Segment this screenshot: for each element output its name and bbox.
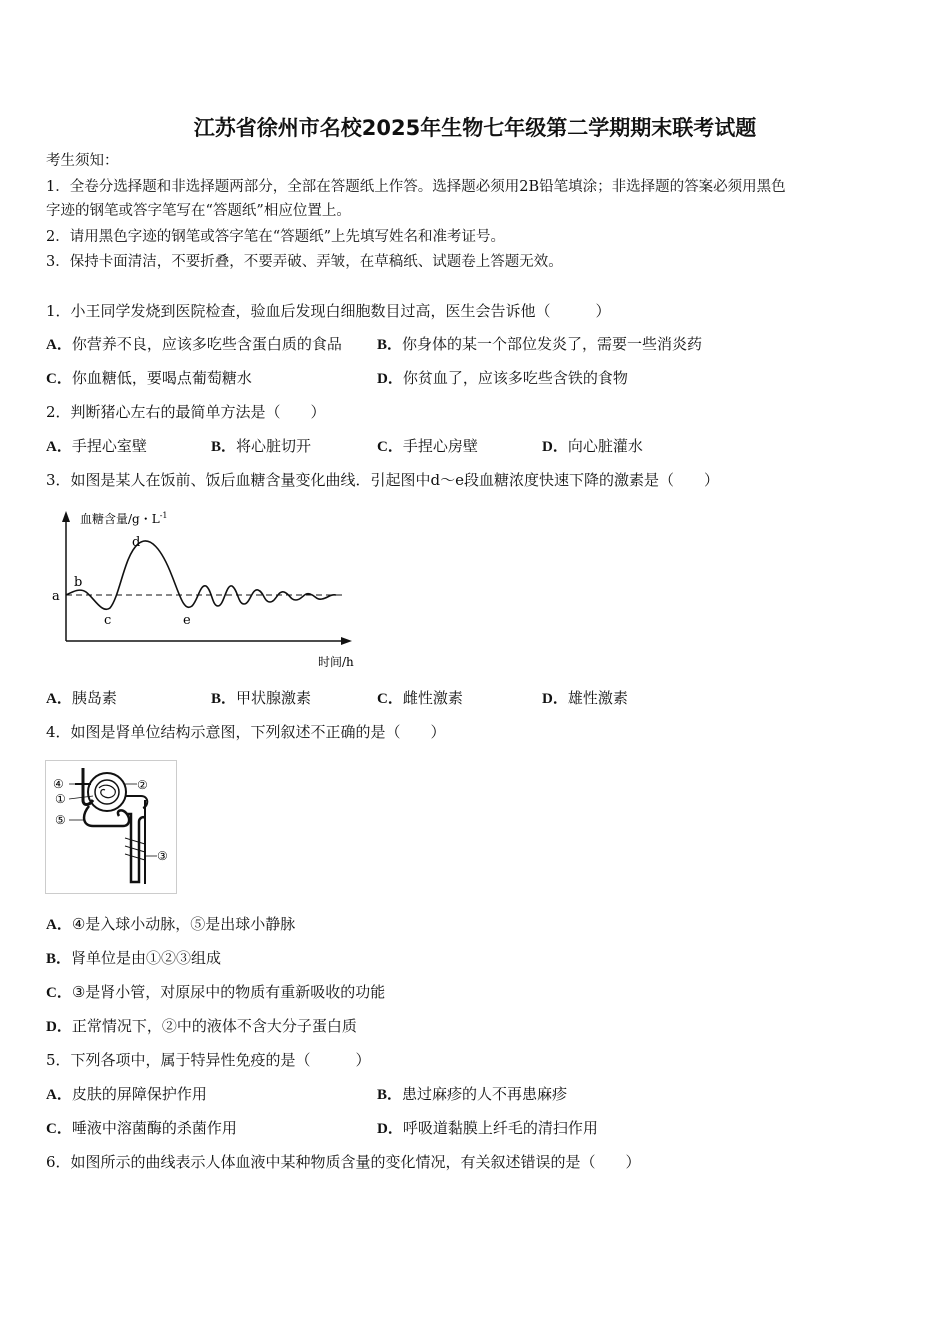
option-text: 你血糖低，要喝点葡萄糖水 (71, 369, 252, 387)
q5-option-c (46, 1117, 237, 1140)
x-axis-label: 时间/h (318, 655, 354, 669)
option-letter: B． (211, 691, 237, 707)
notice-item-2: 2．请用黑色字迹的钢笔或答字笔在“答题纸”上先填写姓名和准考证号。 (46, 229, 506, 245)
q3-option-c (377, 687, 463, 710)
nephron-diagram (45, 760, 177, 894)
notice-item-3: 3．保持卡面清洁，不要折叠，不要弄破、弄皱，在草稿纸、试题卷上答题无效。 (46, 254, 563, 270)
option-text: 甲状腺激素 (236, 689, 312, 707)
option-text: 你身体的某一个部位发炎了，需要一些消炎药 (402, 335, 703, 353)
q2-option-c (377, 435, 478, 458)
option-letter: D． (377, 371, 403, 387)
point-b-label: b (74, 575, 83, 590)
label-2: ② (137, 778, 148, 792)
option-letter: B． (377, 337, 403, 353)
question-2-stem: 2．判断猪心左右的最简单方法是（ ） (46, 403, 326, 421)
option-letter: B． (377, 1087, 403, 1103)
y-axis-arrow (62, 511, 70, 522)
notice-item-1: 1．全卷分选择题和非选择题两部分，全部在答题纸上作答。选择题必须用2B铅笔填涂；非选择题的答案必须用黑色 (46, 179, 786, 195)
question-3-stem: 3．如图是某人在饭前、饭后血糖含量变化曲线．引起图中d～e段血糖浓度快速下降的激素是（ ） (46, 471, 720, 489)
question-5-stem: 5．下列各项中，属于特异性免疫的是（ ） (46, 1051, 371, 1069)
x-axis-arrow (341, 637, 352, 645)
point-e-label: e (183, 613, 191, 628)
option-letter: B． (46, 951, 72, 967)
option-text: 将心脏切开 (236, 437, 312, 455)
option-letter: C． (46, 985, 72, 1001)
q2-option-a (46, 435, 147, 458)
option-text: 肾单位是由①②③组成 (71, 949, 222, 967)
q3-option-d (542, 687, 628, 710)
question-6-stem: 6．如图所示的曲线表示人体血液中某种物质含量的变化情况，有关叙述错误的是（ ） (46, 1153, 641, 1171)
q5-option-d (377, 1117, 598, 1140)
option-letter: A． (46, 917, 72, 933)
option-text: 唾液中溶菌酶的杀菌作用 (71, 1119, 237, 1137)
option-text: 你营养不良，应该多吃些含蛋白质的食品 (71, 335, 342, 353)
question-1-stem: 1．小王同学发烧到医院检查，验血后发现白细胞数目过高，医生会告诉他（ ） (46, 302, 611, 320)
blood-sugar-curve (66, 541, 336, 609)
q1-option-c (46, 367, 252, 390)
q1-option-d (377, 367, 628, 390)
option-letter: C． (377, 691, 403, 707)
option-letter: A． (46, 1087, 72, 1103)
q1-option-b (377, 333, 702, 356)
label-4: ④ (53, 777, 64, 791)
option-letter: C． (377, 439, 403, 455)
option-text: 向心脏灌水 (567, 437, 643, 455)
option-letter: B． (211, 439, 237, 455)
option-letter: C． (46, 371, 72, 387)
q5-option-b (377, 1083, 567, 1106)
point-a-label: a (52, 589, 60, 604)
option-text: 正常情况下，②中的液体不含大分子蛋白质 (71, 1017, 357, 1035)
question-4-stem: 4．如图是肾单位结构示意图，下列叙述不正确的是（ ） (46, 723, 446, 741)
blood-sugar-curve-figure (46, 506, 366, 671)
q2-option-b (211, 435, 311, 458)
q4-option-d (46, 1015, 357, 1038)
option-text: ③是肾小管，对原尿中的物质有重新吸收的功能 (71, 983, 386, 1001)
option-text: 手捏心室壁 (71, 437, 147, 455)
option-text: 呼吸道黏膜上纤毛的清扫作用 (402, 1119, 598, 1137)
option-letter: D． (542, 439, 568, 455)
label-5: ⑤ (55, 813, 66, 827)
label-1: ① (55, 792, 66, 806)
q4-option-c (46, 981, 385, 1004)
option-letter: D． (542, 691, 568, 707)
y-axis-label: 血糖含量/g・$L^{-1}$ (80, 511, 168, 526)
option-text: 雄性激素 (567, 689, 628, 707)
q4-option-b (46, 947, 221, 970)
option-letter: D． (377, 1121, 403, 1137)
label-3: ③ (157, 849, 168, 863)
option-text: 皮肤的屏障保护作用 (71, 1085, 207, 1103)
option-text: ④是入球小动脉，⑤是出球小静脉 (71, 915, 296, 933)
q3-option-b (211, 687, 311, 710)
q5-option-a (46, 1083, 207, 1106)
notice-item-1-cont: 字迹的钢笔或答字笔写在“答题纸”相应位置上。 (46, 203, 351, 219)
point-c-label: c (104, 613, 112, 628)
option-text: 患过麻疹的人不再患麻疹 (402, 1085, 568, 1103)
q2-option-d (542, 435, 643, 458)
q1-option-a (46, 333, 342, 356)
q3-option-a (46, 687, 117, 710)
option-letter: C． (46, 1121, 72, 1137)
page-title: 江苏省徐州市名校2025年生物七年级第二学期期末联考试题 (193, 116, 757, 140)
option-text: 你贫血了，应该多吃些含铁的食物 (402, 369, 628, 387)
option-letter: A． (46, 691, 72, 707)
option-letter: A． (46, 337, 72, 353)
point-d-label: d (132, 535, 141, 550)
option-letter: A． (46, 439, 72, 455)
notice-heading: 考生须知： (46, 153, 119, 169)
option-text: 手捏心房壁 (402, 437, 478, 455)
option-letter: D． (46, 1019, 72, 1035)
q4-option-a (46, 913, 295, 936)
option-text: 雌性激素 (402, 689, 463, 707)
option-text: 胰岛素 (71, 689, 117, 707)
